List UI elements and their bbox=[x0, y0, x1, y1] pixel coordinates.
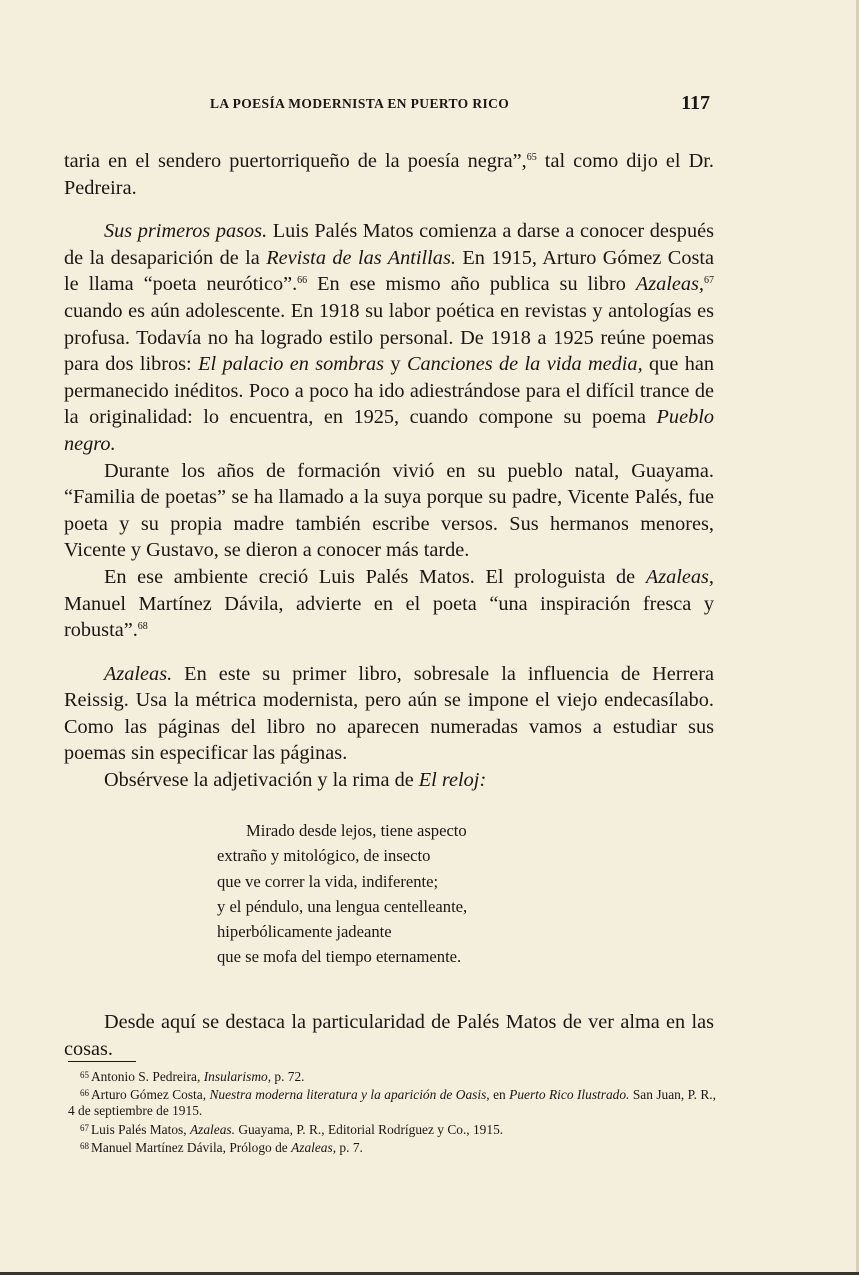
footnote-66 bbox=[68, 1085, 716, 1119]
text: cuando es aún adolescente. En 1918 su labor poética en revistas y antologías es profusa. Todavía no ha logrado estilo personal. De 1918 a 1925 reúne poemas para dos libros: bbox=[64, 299, 714, 376]
poem-line: hiperbólicamente jadeante bbox=[217, 922, 392, 942]
text: En ese mismo año publica su libro bbox=[307, 273, 636, 296]
poem-quote bbox=[217, 818, 657, 970]
text: En este su primer libro, sobresale la influencia de Herrera Reissig. Usa la métrica modernista, pero aún se impone el viejo endecasílabo. Como las páginas del libro no aparecen numeradas vamos a estudiar sus poemas sin especificar las páginas. bbox=[64, 662, 714, 765]
footnote-number: 67 bbox=[80, 1122, 89, 1133]
paragraph-1 bbox=[64, 148, 714, 201]
text: En 1915, Arturo Gómez Costa le llama “poeta neurótico”. bbox=[64, 246, 714, 296]
running-head bbox=[210, 92, 710, 116]
text: Desde aquí se destaca la particularidad de Palés Matos de ver alma en las cosas. bbox=[64, 1011, 714, 1060]
footnote-68 bbox=[68, 1138, 716, 1156]
text: Durante los años de formación vivió en su pueblo natal, Guayama. “Familia de poetas” se ha llamado a la suya porque su padre, Vicente Palés, fue poeta y su propia madre también escribe versos. Sus hermanos menores, Vicente y Gustavo, se dieron a conocer más tarde. bbox=[64, 459, 714, 562]
text: En ese ambiente creció Luis Palés Matos. El prologuista de bbox=[104, 565, 646, 588]
poem-line: Mirado desde lejos, tiene aspecto bbox=[246, 821, 467, 840]
footnote-ref-66: 66 bbox=[297, 275, 308, 287]
page-number: 117 bbox=[681, 92, 710, 114]
poem-line: que ve correr la vida, indiferente; bbox=[217, 871, 439, 891]
footnotes bbox=[68, 1067, 716, 1156]
italic-title: Azaleas, bbox=[635, 273, 704, 296]
footnote-number: 66 bbox=[80, 1088, 89, 1099]
text: tal como dijo el Dr. Pedreira. bbox=[64, 150, 714, 199]
text: Luis Palés Matos comienza a darse a conocer después de la desaparición de la bbox=[64, 220, 714, 269]
italic-title: Revista de las Antillas. bbox=[266, 246, 456, 269]
italic-title: Azaleas, bbox=[291, 1139, 337, 1155]
italic-title: Azaleas. bbox=[189, 1121, 235, 1137]
text: San Juan, P. R., 4 de septiembre de 1915. bbox=[68, 1087, 716, 1119]
section-lead: Azaleas. bbox=[104, 662, 173, 685]
text: Luis Palés Matos, bbox=[91, 1121, 190, 1137]
footnote-rule bbox=[68, 1061, 136, 1062]
italic-title: Puerto Rico Ilustrado. bbox=[509, 1087, 630, 1103]
text: Manuel Martínez Dávila, advierte en el poeta “una inspiración fresca y robusta”. bbox=[64, 592, 714, 642]
paragraph-7 bbox=[64, 1009, 714, 1062]
italic-title: El reloj: bbox=[418, 769, 487, 792]
paragraph-3 bbox=[64, 458, 714, 564]
text: p. 7. bbox=[336, 1139, 363, 1155]
text: en bbox=[489, 1087, 510, 1103]
text: Obsérvese la adjetivación y la rima de bbox=[104, 769, 419, 792]
footnote-number: 68 bbox=[80, 1140, 89, 1151]
poem-line: extraño y mitológico, de insecto bbox=[217, 846, 431, 866]
paragraph-5 bbox=[64, 661, 714, 767]
text: p. 72. bbox=[271, 1069, 305, 1084]
paragraph-4 bbox=[64, 564, 714, 644]
italic-title: Canciones de la vida media, bbox=[406, 353, 643, 376]
footnote-ref-67: 67 bbox=[704, 275, 714, 287]
text: Arturo Gómez Costa, bbox=[91, 1087, 210, 1103]
text: Manuel Martínez Dávila, Prólogo de bbox=[91, 1139, 292, 1155]
footnote-65 bbox=[68, 1067, 716, 1085]
italic-title: Nuestra moderna literatura y la aparición de Oasis, bbox=[209, 1087, 490, 1103]
italic-title: Azaleas, bbox=[645, 565, 714, 588]
italic-title: Insularismo, bbox=[203, 1069, 272, 1084]
footnote-ref-68: 68 bbox=[137, 621, 148, 633]
footnote-67 bbox=[68, 1120, 716, 1138]
italic-title: El palacio en sombras bbox=[198, 353, 385, 376]
paragraph-6 bbox=[64, 767, 714, 794]
text: y bbox=[384, 353, 407, 376]
text: que han permanecido inéditos. Poco a poco ha ido adiestrándose para el difícil trance de la originalidad: lo encuentra, en 1925, cuando compone su poema bbox=[64, 353, 714, 429]
text: Guayama, P. R., Editorial Rodríguez y Co., 1915. bbox=[234, 1121, 504, 1137]
footnote-number: 65 bbox=[80, 1070, 89, 1080]
text: taria en el sendero puertorriqueño de la poesía negra”, bbox=[64, 150, 527, 172]
paragraph-2 bbox=[64, 218, 714, 457]
italic-title: Pueblo negro. bbox=[64, 406, 714, 455]
poem-line: que se mofa del tiempo eternamente. bbox=[217, 947, 462, 967]
text: Antonio S. Pedreira, bbox=[91, 1069, 204, 1084]
poem-line: y el péndulo, una lengua centelleante, bbox=[217, 896, 468, 916]
footnote-ref-65: 65 bbox=[526, 152, 537, 163]
section-lead: Sus primeros pasos. bbox=[104, 220, 268, 243]
body-text bbox=[64, 148, 714, 794]
running-title: LA POESÍA MODERNISTA EN PUERTO RICO bbox=[210, 96, 510, 111]
